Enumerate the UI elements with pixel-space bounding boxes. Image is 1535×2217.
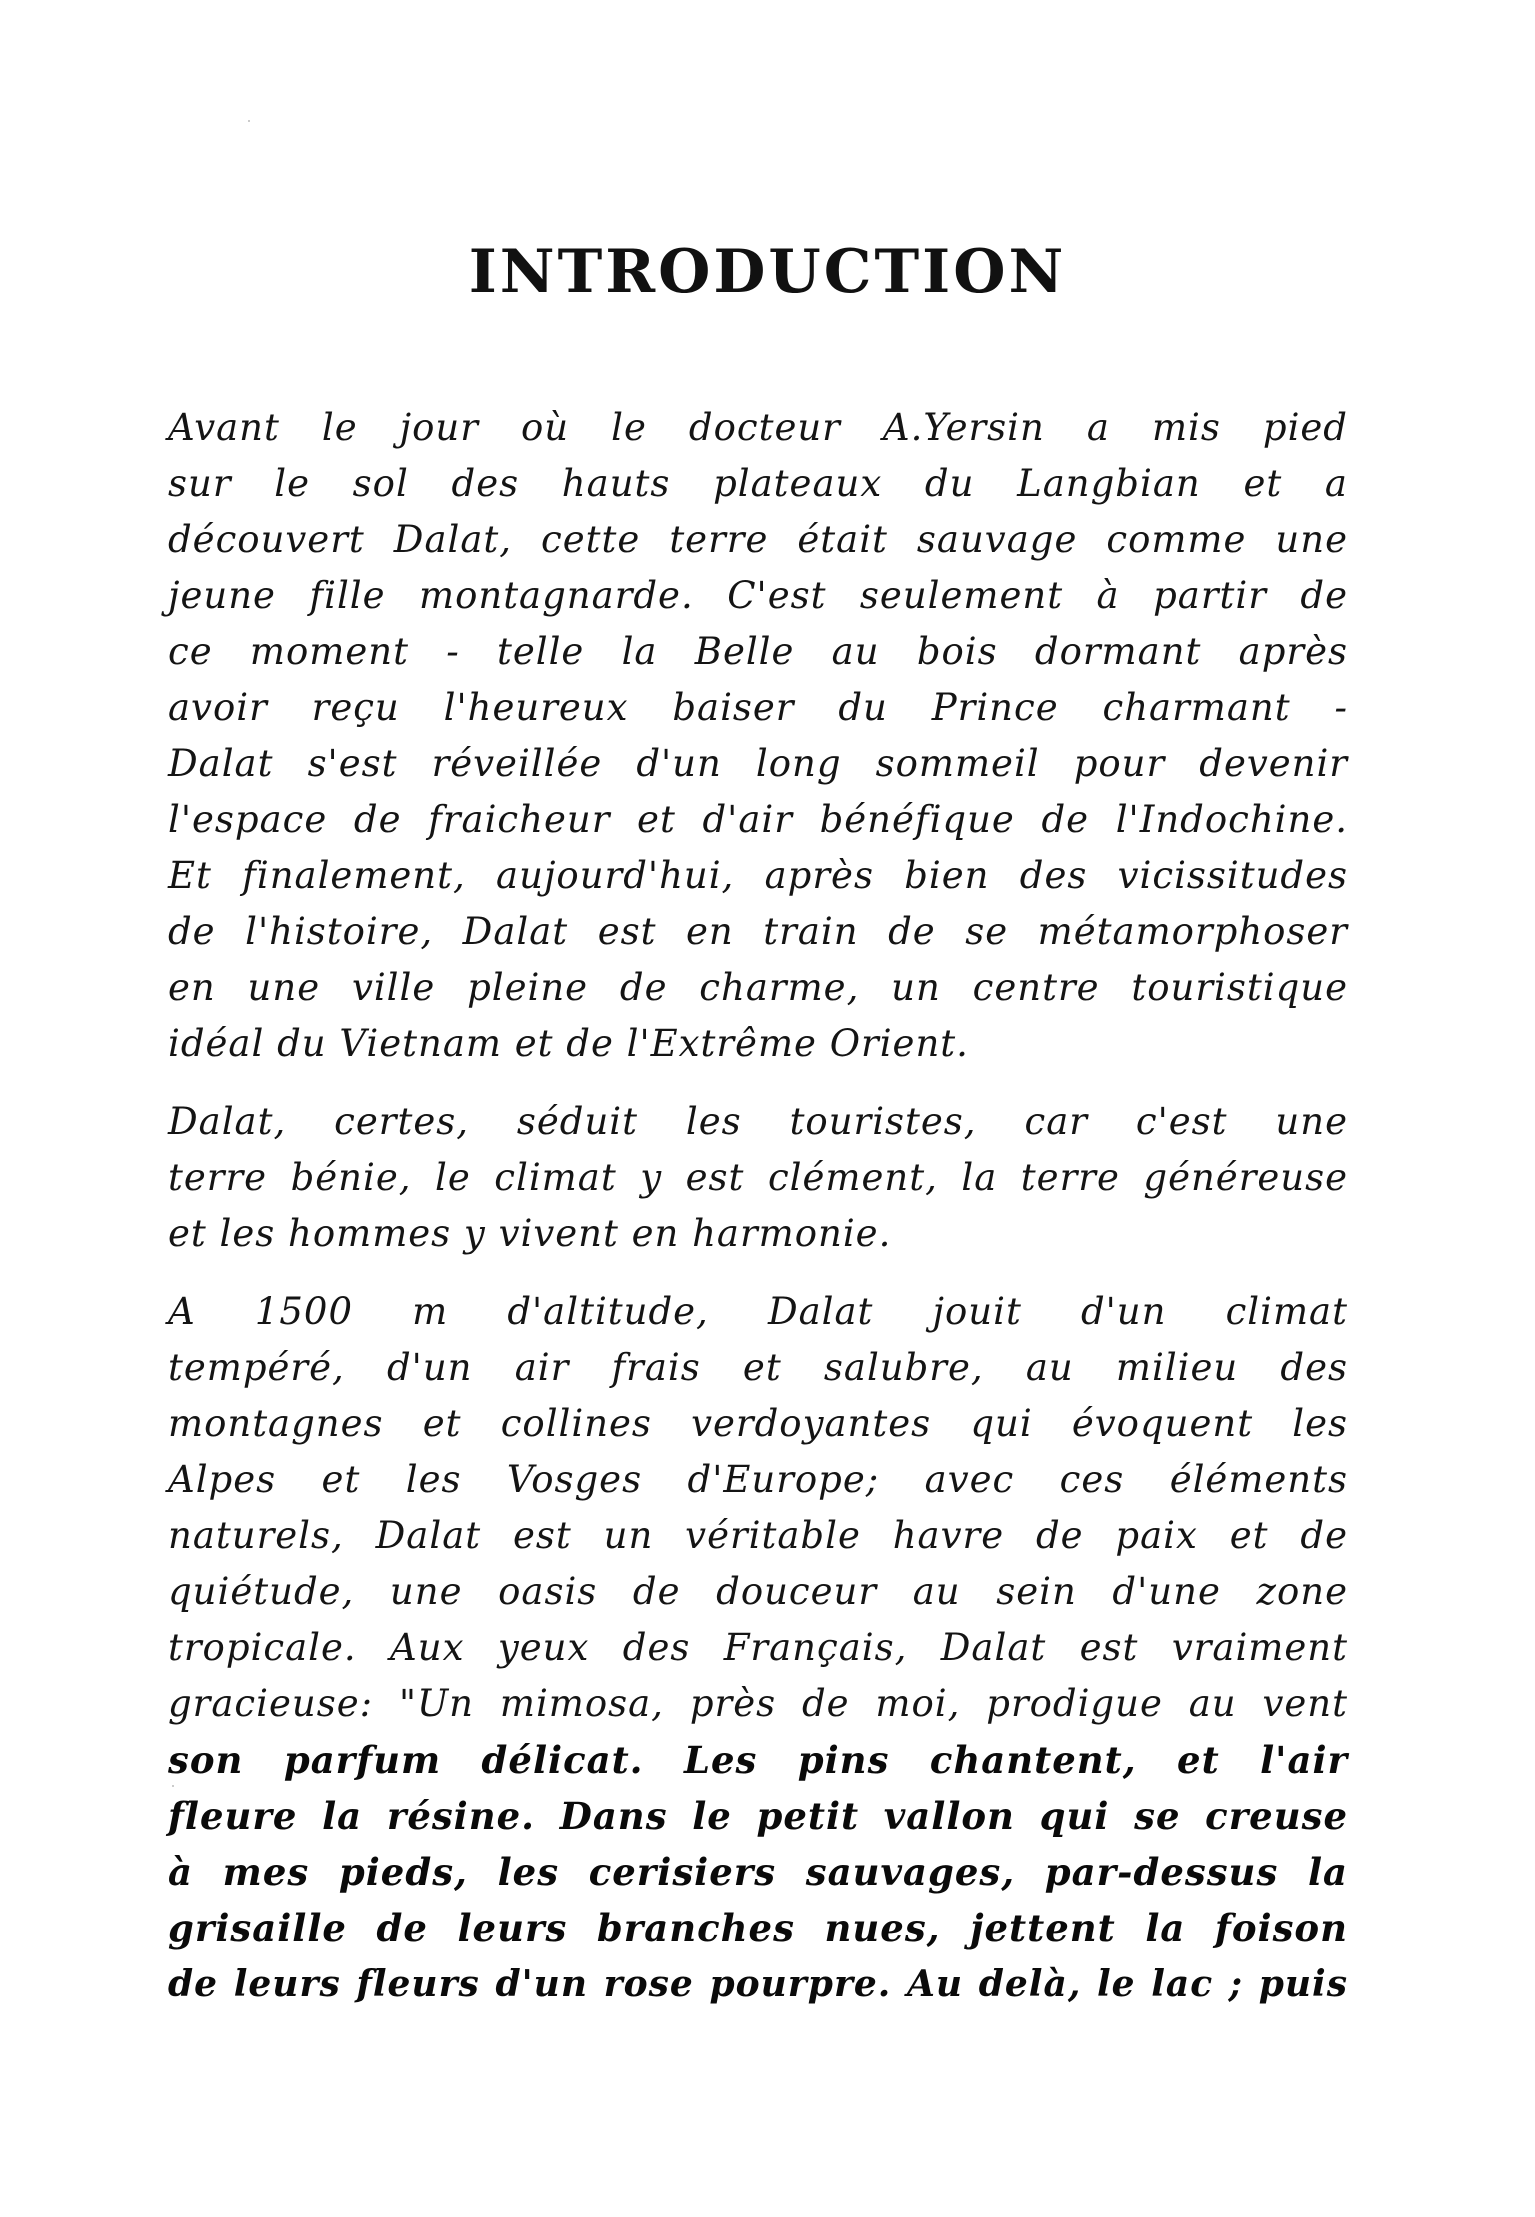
text-line: avoir reçu l'heureux baiser du Prince charmant - [168, 686, 1348, 729]
text-line: tempéré, d'un air frais et salubre, au milieu des [168, 1346, 1348, 1389]
text-line: ce moment - telle la Belle au bois dormant après [168, 630, 1348, 673]
text-line: l'espace de fraicheur et d'air bénéfique de l'Indochine. [168, 798, 1348, 841]
text-line: montagnes et collines verdoyantes qui évoquent les [168, 1402, 1348, 1445]
text-line: Et finalement, aujourd'hui, après bien des vicissitudes [168, 854, 1348, 897]
page-title: INTRODUCTION [468, 237, 1067, 307]
text-line: Alpes et les Vosges d'Europe; avec ces éléments [168, 1458, 1348, 1501]
text-line: Avant le jour où le docteur A.Yersin a mis pied [168, 406, 1348, 449]
text-line: idéal du Vietnam et de l'Extrême Orient. [168, 1022, 969, 1065]
text-line: de l'histoire, Dalat est en train de se métamorphoser [168, 910, 1348, 953]
text-line-quote: son parfum délicat. Les pins chantent, et l'air [168, 1738, 1348, 1782]
text-line: sur le sol des hauts plateaux du Langbian et a [168, 462, 1348, 505]
body-text [168, 400, 1348, 2034]
scan-speck [172, 1785, 174, 1787]
text-line-quote: fleure la résine. Dans le petit vallon qui se creuse [168, 1794, 1348, 1838]
text-line: découvert Dalat, cette terre était sauvage comme une [168, 518, 1348, 561]
text-line: et les hommes y vivent en harmonie. [168, 1212, 892, 1255]
scan-speck [248, 120, 250, 122]
paragraph-2 [168, 1094, 1348, 1262]
paragraph-3 [168, 1284, 1348, 2012]
text-line: quiétude, une oasis de douceur au sein d'une zone [168, 1570, 1348, 1613]
text-line-quote: de leurs fleurs d'un rose pourpre. Au delà, le lac ; puis [168, 1963, 1348, 2005]
text-line: Dalat, certes, séduit les touristes, car c'est une [168, 1100, 1348, 1143]
paragraph-1 [168, 400, 1348, 1072]
text-line: tropicale. Aux yeux des Français, Dalat est vraiment [168, 1626, 1348, 1669]
text-line: Dalat s'est réveillée d'un long sommeil pour devenir [168, 742, 1348, 785]
text-line-quote: grisaille de leurs branches nues, jettent la foison [168, 1906, 1348, 1950]
text-line: terre bénie, le climat y est clément, la terre généreuse [168, 1156, 1348, 1199]
text-line: en une ville pleine de charme, un centre touristique [168, 966, 1348, 1009]
text-line: naturels, Dalat est un véritable havre de paix et de [168, 1514, 1348, 1557]
text-line-quote: à mes pieds, les cerisiers sauvages, par-dessus la [168, 1850, 1348, 1894]
text-line: gracieuse: "Un mimosa, près de moi, prodigue au vent [168, 1682, 1348, 1725]
text-line: A 1500 m d'altitude, Dalat jouit d'un climat [168, 1290, 1348, 1333]
text-line: jeune fille montagnarde. C'est seulement à partir de [168, 574, 1348, 617]
